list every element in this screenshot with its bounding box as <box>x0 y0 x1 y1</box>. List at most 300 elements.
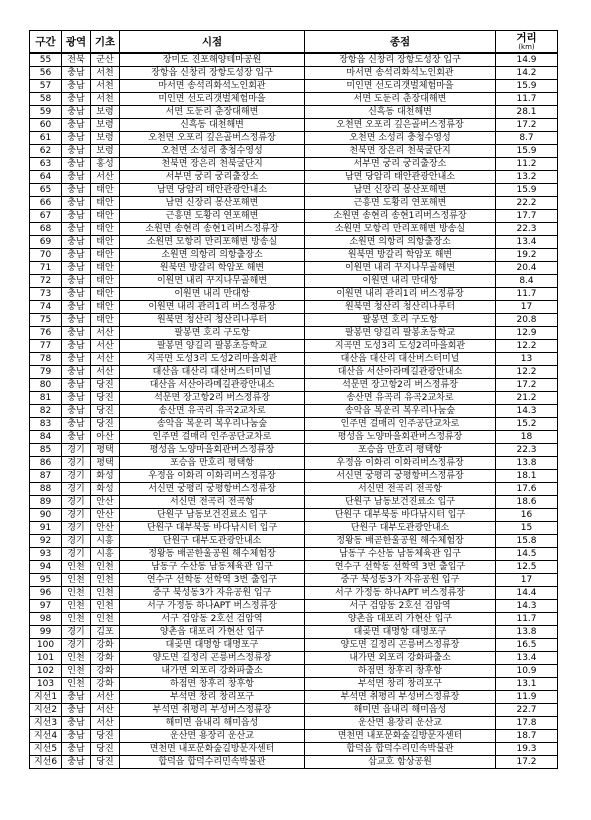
cell-gugan: 79 <box>30 366 62 379</box>
cell-gugan: 84 <box>30 431 62 444</box>
cell-geori: 13 <box>496 353 558 366</box>
cell-gugan: 96 <box>30 587 62 600</box>
cell-geori: 21.2 <box>496 392 558 405</box>
cell-jongjeom: 단원구 대부북동 바다낚시터 입구 <box>305 509 496 522</box>
cell-jongjeom: 부석면 취평리 부성버스정류장 <box>305 691 496 704</box>
header-gugan: 구간 <box>30 31 62 54</box>
cell-sijeom: 원북면 방갈리 학암포 해변 <box>120 262 305 275</box>
cell-gugan: 67 <box>30 210 62 223</box>
cell-gicho: 보령 <box>91 119 120 132</box>
cell-jongjeom: 송산면 유곡리 유곡2교차로 <box>305 392 496 405</box>
cell-gugan: 68 <box>30 223 62 236</box>
table-row <box>30 119 558 132</box>
cell-gicho: 화성 <box>91 483 120 496</box>
cell-sijeom: 부석면 취평리 부성버스정류장 <box>120 704 305 717</box>
cell-gicho: 보령 <box>91 106 120 119</box>
cell-jongjeom: 정왕동 배곧한울공원 해수체험장 <box>305 535 496 548</box>
cell-sijeom: 지곡면 도성3리 도성2리마을회관 <box>120 353 305 366</box>
cell-gugan: 73 <box>30 288 62 301</box>
cell-gicho: 안산 <box>91 522 120 535</box>
cell-geori: 14.2 <box>496 67 558 80</box>
cell-gugan: 87 <box>30 470 62 483</box>
cell-sijeom: 중구 북성동3가 자유공원 입구 <box>120 587 305 600</box>
cell-gicho: 시흥 <box>91 548 120 561</box>
cell-jongjeom: 소원면 모항리 만리포해변 방송실 <box>305 223 496 236</box>
cell-gicho: 홍성 <box>91 158 120 171</box>
table-row <box>30 509 558 522</box>
cell-geori: 15.8 <box>496 535 558 548</box>
cell-gwangyeok: 인천 <box>62 574 91 587</box>
cell-geori: 18.1 <box>496 470 558 483</box>
cell-gicho: 태안 <box>91 314 120 327</box>
cell-jongjeom: 이원면 내리 관리1리 버스정류장 <box>305 288 496 301</box>
cell-sijeom: 남동구 수산동 남동체육관 입구 <box>120 561 305 574</box>
cell-sijeom: 장항읍 신창리 장항도성장 입구 <box>120 67 305 80</box>
cell-gwangyeok: 충남 <box>62 730 91 743</box>
cell-gugan: 지선5 <box>30 743 62 756</box>
cell-gwangyeok: 인천 <box>62 613 91 626</box>
cell-gwangyeok: 전북 <box>62 53 91 67</box>
cell-geori: 19.3 <box>496 743 558 756</box>
header-geori <box>496 31 558 54</box>
cell-sijeom: 서부면 궁리 궁리출장소 <box>120 171 305 184</box>
cell-sijeom: 소원면 송현리 송현1리버스정류장 <box>120 223 305 236</box>
table-row <box>30 210 558 223</box>
table-row <box>30 600 558 613</box>
cell-jongjeom: 원북면 방갈리 학암포 해변 <box>305 249 496 262</box>
cell-gugan: 94 <box>30 561 62 574</box>
cell-geori: 20.4 <box>496 262 558 275</box>
cell-jongjeom: 삽교호 함상공원 <box>305 756 496 769</box>
table-row <box>30 652 558 665</box>
cell-gugan: 지선4 <box>30 730 62 743</box>
table-row <box>30 639 558 652</box>
cell-gicho: 김포 <box>91 626 120 639</box>
cell-sijeom: 소원면 모항리 만리포해변 방송실 <box>120 236 305 249</box>
table-row <box>30 197 558 210</box>
cell-jongjeom: 단원구 남동보건진료소 입구 <box>305 496 496 509</box>
table-row <box>30 587 558 600</box>
cell-geori: 13.4 <box>496 236 558 249</box>
cell-gicho: 안산 <box>91 509 120 522</box>
cell-sijeom: 인주면 걸매리 인주공단교차로 <box>120 431 305 444</box>
cell-geori: 22.3 <box>496 223 558 236</box>
cell-gwangyeok: 경기 <box>62 457 91 470</box>
cell-geori: 8.4 <box>496 275 558 288</box>
table-row <box>30 353 558 366</box>
cell-gicho: 인천 <box>91 574 120 587</box>
cell-gwangyeok: 충남 <box>62 262 91 275</box>
cell-gwangyeok: 충남 <box>62 704 91 717</box>
cell-gwangyeok: 경기 <box>62 548 91 561</box>
table-row <box>30 327 558 340</box>
cell-geori: 12.9 <box>496 327 558 340</box>
cell-gwangyeok: 인천 <box>62 561 91 574</box>
cell-geori: 18 <box>496 431 558 444</box>
cell-gugan: 58 <box>30 93 62 106</box>
table-row <box>30 522 558 535</box>
table-row <box>30 730 558 743</box>
cell-sijeom: 장미도 진포해양테마공원 <box>120 53 305 67</box>
table-row <box>30 496 558 509</box>
cell-gicho: 인천 <box>91 561 120 574</box>
cell-gicho: 태안 <box>91 301 120 314</box>
cell-gicho: 태안 <box>91 288 120 301</box>
cell-gugan: 81 <box>30 392 62 405</box>
cell-sijeom: 운산면 용장리 운산교 <box>120 730 305 743</box>
cell-gicho: 당진 <box>91 756 120 769</box>
cell-gwangyeok: 경기 <box>62 496 91 509</box>
table-row <box>30 171 558 184</box>
cell-gwangyeok: 충남 <box>62 431 91 444</box>
cell-sijeom: 근흥면 도황리 연포해변 <box>120 210 305 223</box>
table-row <box>30 678 558 691</box>
cell-sijeom: 송악읍 복운리 복우리나눔숲 <box>120 418 305 431</box>
cell-gwangyeok: 충남 <box>62 301 91 314</box>
cell-jongjeom: 서구 가정동 하나APT 버스정류장 <box>305 587 496 600</box>
cell-gwangyeok: 경기 <box>62 639 91 652</box>
cell-jongjeom: 남면 신장리 몽산포해변 <box>305 184 496 197</box>
cell-sijeom: 면천면 내포문화숲길방문자센터 <box>120 743 305 756</box>
cell-gwangyeok: 충남 <box>62 314 91 327</box>
cell-gugan: 99 <box>30 626 62 639</box>
cell-gugan: 71 <box>30 262 62 275</box>
cell-gwangyeok: 경기 <box>62 509 91 522</box>
table-row <box>30 392 558 405</box>
cell-sijeom: 서구 검암동 2호선 검암역 <box>120 613 305 626</box>
cell-gugan: 97 <box>30 600 62 613</box>
header-geori-unit: (km) <box>518 42 535 51</box>
cell-jongjeom: 소원면 의항리 의항출장소 <box>305 236 496 249</box>
cell-gugan: 77 <box>30 340 62 353</box>
cell-geori: 12.2 <box>496 366 558 379</box>
table-row <box>30 132 558 145</box>
cell-sijeom: 천북면 장은리 천북굴단지 <box>120 158 305 171</box>
cell-gicho: 태안 <box>91 249 120 262</box>
cell-sijeom: 단원구 대부북동 바다낚시터 입구 <box>120 522 305 535</box>
cell-jongjeom: 평성읍 노양마을회관버스정류장 <box>305 431 496 444</box>
cell-geori: 13.8 <box>496 626 558 639</box>
table-row <box>30 457 558 470</box>
cell-sijeom: 양촌읍 대포리 가현산 입구 <box>120 626 305 639</box>
cell-jongjeom: 팔봉면 호리 구도항 <box>305 314 496 327</box>
cell-gicho: 화성 <box>91 470 120 483</box>
table-body <box>30 53 558 769</box>
cell-sijeom: 서신면 궁평리 궁평항버스정류장 <box>120 483 305 496</box>
cell-gugan: 65 <box>30 184 62 197</box>
cell-gwangyeok: 충남 <box>62 275 91 288</box>
cell-jongjeom: 오천면 오포리 깊은골버스정류장 <box>305 119 496 132</box>
cell-gwangyeok: 충남 <box>62 379 91 392</box>
header-geori-label: 거리 <box>516 31 537 44</box>
cell-gugan: 74 <box>30 301 62 314</box>
cell-gugan: 95 <box>30 574 62 587</box>
cell-jongjeom: 중구 북성동3가 자유공원 입구 <box>305 574 496 587</box>
cell-gugan: 60 <box>30 119 62 132</box>
cell-gicho: 당진 <box>91 418 120 431</box>
cell-geori: 15.2 <box>496 418 558 431</box>
cell-gicho: 보령 <box>91 145 120 158</box>
route-table <box>29 30 558 769</box>
cell-gicho: 강화 <box>91 665 120 678</box>
cell-gicho: 강화 <box>91 678 120 691</box>
table-row <box>30 691 558 704</box>
cell-geori: 13.2 <box>496 171 558 184</box>
cell-sijeom: 팔봉면 양길리 팔봉초등학교 <box>120 340 305 353</box>
cell-sijeom: 이원면 내리 만대항 <box>120 288 305 301</box>
cell-gicho: 군산 <box>91 53 120 67</box>
cell-jongjeom: 오천면 소성리 충청수영성 <box>305 132 496 145</box>
cell-gwangyeok: 충남 <box>62 418 91 431</box>
cell-sijeom: 연수구 선학동 선학역 3번 출입구 <box>120 574 305 587</box>
table-row <box>30 704 558 717</box>
cell-gwangyeok: 충남 <box>62 353 91 366</box>
cell-gugan: 지선3 <box>30 717 62 730</box>
cell-geori: 10.9 <box>496 665 558 678</box>
cell-geori: 17 <box>496 301 558 314</box>
header-gwangyeok: 광역 <box>62 31 91 54</box>
cell-geori: 14.3 <box>496 600 558 613</box>
cell-jongjeom: 원북면 청산리 청산리나루터 <box>305 301 496 314</box>
cell-gwangyeok: 경기 <box>62 626 91 639</box>
cell-gicho: 당진 <box>91 392 120 405</box>
cell-gugan: 지선6 <box>30 756 62 769</box>
cell-gwangyeok: 충남 <box>62 366 91 379</box>
cell-gicho: 강화 <box>91 652 120 665</box>
cell-gicho: 서산 <box>91 340 120 353</box>
cell-gwangyeok: 충남 <box>62 184 91 197</box>
cell-gugan: 75 <box>30 314 62 327</box>
cell-gwangyeok: 충남 <box>62 145 91 158</box>
cell-jongjeom: 송악읍 복운리 복우리나눔숲 <box>305 405 496 418</box>
cell-gugan: 80 <box>30 379 62 392</box>
cell-gugan: 56 <box>30 67 62 80</box>
cell-geori: 11.7 <box>496 288 558 301</box>
cell-gugan: 82 <box>30 405 62 418</box>
cell-gwangyeok: 충남 <box>62 717 91 730</box>
cell-sijeom: 미인면 선도리갯벌체험마을 <box>120 93 305 106</box>
cell-sijeom: 하점면 창후리 창후항 <box>120 678 305 691</box>
cell-jongjeom: 하점면 창후리 창후항 <box>305 665 496 678</box>
cell-jongjeom: 내가면 외포리 강화파출소 <box>305 652 496 665</box>
cell-sijeom: 남면 당암리 태안관광안내소 <box>120 184 305 197</box>
cell-jongjeom: 지곡면 도성3리 도성2리마을회관 <box>305 340 496 353</box>
cell-gicho: 당진 <box>91 379 120 392</box>
cell-gwangyeok: 충남 <box>62 249 91 262</box>
table-row <box>30 145 558 158</box>
cell-gugan: 지선1 <box>30 691 62 704</box>
table-row <box>30 340 558 353</box>
cell-gugan: 78 <box>30 353 62 366</box>
cell-geori: 17.7 <box>496 210 558 223</box>
cell-jongjeom: 해미면 읍내리 해미읍성 <box>305 704 496 717</box>
cell-gugan: 66 <box>30 197 62 210</box>
cell-geori: 11.2 <box>496 158 558 171</box>
table-row <box>30 613 558 626</box>
cell-gugan: 100 <box>30 639 62 652</box>
cell-sijeom: 신흑동 대천해변 <box>120 119 305 132</box>
cell-gicho: 태안 <box>91 236 120 249</box>
table-row <box>30 665 558 678</box>
cell-sijeom: 부석면 창리 창리포구 <box>120 691 305 704</box>
cell-sijeom: 오천면 소성리 충청수영성 <box>120 145 305 158</box>
table-row <box>30 184 558 197</box>
cell-gicho: 서산 <box>91 691 120 704</box>
cell-jongjeom: 이원면 내리 꾸지나무골해변 <box>305 262 496 275</box>
table-row <box>30 223 558 236</box>
cell-gugan: 89 <box>30 496 62 509</box>
cell-gicho: 서산 <box>91 717 120 730</box>
cell-sijeom: 원북면 청산리 청산리나루터 <box>120 314 305 327</box>
cell-sijeom: 양도면 길정리 곤릉버스정류장 <box>120 652 305 665</box>
cell-jongjeom: 석문면 장고항2리 버스정류장 <box>305 379 496 392</box>
cell-gicho: 서산 <box>91 366 120 379</box>
cell-gugan: 83 <box>30 418 62 431</box>
cell-gwangyeok: 경기 <box>62 522 91 535</box>
table-row <box>30 80 558 93</box>
table-row <box>30 93 558 106</box>
cell-jongjeom: 천북면 장은리 천북굴단지 <box>305 145 496 158</box>
cell-gicho: 강화 <box>91 639 120 652</box>
cell-geori: 13.4 <box>496 652 558 665</box>
cell-sijeom: 단원구 대부도관광안내소 <box>120 535 305 548</box>
table-row <box>30 236 558 249</box>
cell-jongjeom: 포승읍 만호리 평택항 <box>305 444 496 457</box>
cell-jongjeom: 우정읍 이화리 이화리버스정류장 <box>305 457 496 470</box>
cell-gugan: 69 <box>30 236 62 249</box>
cell-gicho: 서천 <box>91 93 120 106</box>
cell-jongjeom: 대곶면 대명항 대명포구 <box>305 626 496 639</box>
cell-geori: 13.1 <box>496 678 558 691</box>
cell-gwangyeok: 충남 <box>62 756 91 769</box>
cell-gwangyeok: 인천 <box>62 678 91 691</box>
cell-gicho: 서산 <box>91 327 120 340</box>
table-row <box>30 756 558 769</box>
cell-gwangyeok: 충남 <box>62 210 91 223</box>
cell-gwangyeok: 인천 <box>62 587 91 600</box>
cell-gwangyeok: 충남 <box>62 392 91 405</box>
cell-sijeom: 이원면 내리 꾸지나무골해변 <box>120 275 305 288</box>
cell-gicho: 서산 <box>91 353 120 366</box>
cell-sijeom: 송산면 유곡리 유곡2교차로 <box>120 405 305 418</box>
cell-sijeom: 서신면 전곡리 전곡항 <box>120 496 305 509</box>
cell-sijeom: 이원면 내리 관리1리 버스정류장 <box>120 301 305 314</box>
cell-gicho: 태안 <box>91 197 120 210</box>
cell-jongjeom: 인주면 걸매리 인주공단교차로 <box>305 418 496 431</box>
cell-geori: 12.2 <box>496 340 558 353</box>
cell-gicho: 서천 <box>91 80 120 93</box>
cell-gicho: 아산 <box>91 431 120 444</box>
cell-sijeom: 소원면 의항리 의항출장소 <box>120 249 305 262</box>
cell-gicho: 인천 <box>91 587 120 600</box>
cell-gicho: 시흥 <box>91 535 120 548</box>
cell-gwangyeok: 충남 <box>62 171 91 184</box>
table-row <box>30 431 558 444</box>
cell-gugan: 98 <box>30 613 62 626</box>
cell-gwangyeok: 인천 <box>62 665 91 678</box>
cell-gicho: 당진 <box>91 743 120 756</box>
cell-jongjeom: 이원면 내리 만대항 <box>305 275 496 288</box>
cell-gwangyeok: 충남 <box>62 132 91 145</box>
cell-geori: 15.9 <box>496 184 558 197</box>
cell-gugan: 59 <box>30 106 62 119</box>
cell-gugan: 61 <box>30 132 62 145</box>
cell-gicho: 보령 <box>91 132 120 145</box>
cell-geori: 14.3 <box>496 405 558 418</box>
cell-geori: 17.2 <box>496 119 558 132</box>
cell-sijeom: 대산읍 서산아라메길관광안내소 <box>120 379 305 392</box>
cell-gwangyeok: 충남 <box>62 405 91 418</box>
cell-sijeom: 대산읍 대산리 대산버스터미널 <box>120 366 305 379</box>
cell-geori: 11.7 <box>496 93 558 106</box>
cell-gugan: 76 <box>30 327 62 340</box>
cell-gwangyeok: 경기 <box>62 444 91 457</box>
cell-gicho: 태안 <box>91 223 120 236</box>
table-row <box>30 288 558 301</box>
cell-sijeom: 정왕동 배곧한울공원 해수체험장 <box>120 548 305 561</box>
cell-jongjeom: 서신면 궁평리 궁평항버스정류장 <box>305 470 496 483</box>
cell-gicho: 평택 <box>91 457 120 470</box>
cell-jongjeom: 팔봉면 양길리 팔봉초등학교 <box>305 327 496 340</box>
cell-gugan: 62 <box>30 145 62 158</box>
cell-jongjeom: 합덕읍 합덕수리민속박물관 <box>305 743 496 756</box>
cell-gugan: 85 <box>30 444 62 457</box>
cell-geori: 16.5 <box>496 639 558 652</box>
cell-geori: 17.8 <box>496 717 558 730</box>
cell-sijeom: 남면 신장리 몽산포해변 <box>120 197 305 210</box>
cell-gwangyeok: 충남 <box>62 327 91 340</box>
cell-jongjeom: 미인면 선도리갯벌체험마을 <box>305 80 496 93</box>
table-row <box>30 626 558 639</box>
cell-gwangyeok: 충남 <box>62 743 91 756</box>
cell-gwangyeok: 충남 <box>62 158 91 171</box>
header-sijeom: 시점 <box>120 31 305 54</box>
cell-jongjeom: 양촌읍 대포리 가현산 입구 <box>305 613 496 626</box>
cell-gugan: 101 <box>30 652 62 665</box>
cell-geori: 14.5 <box>496 548 558 561</box>
cell-jongjeom: 장항읍 신창리 장항도성장 입구 <box>305 53 496 67</box>
header-jongjeom: 종점 <box>305 31 496 54</box>
cell-sijeom: 내가면 외포리 강화파출소 <box>120 665 305 678</box>
cell-jongjeom: 연수구 선학동 선학역 3번 출입구 <box>305 561 496 574</box>
cell-sijeom: 마서면 송석리화석노인회관 <box>120 80 305 93</box>
cell-gwangyeok: 충남 <box>62 236 91 249</box>
cell-jongjeom: 서부면 궁리 궁리출장소 <box>305 158 496 171</box>
cell-geori: 22.2 <box>496 197 558 210</box>
cell-jongjeom: 부석면 창리 창리포구 <box>305 678 496 691</box>
table-row <box>30 574 558 587</box>
cell-gwangyeok: 경기 <box>62 470 91 483</box>
cell-gugan: 91 <box>30 522 62 535</box>
table-row <box>30 444 558 457</box>
cell-jongjeom: 서구 검암동 2호선 검암역 <box>305 600 496 613</box>
cell-sijeom: 합덕읍 합덕수리민속박물관 <box>120 756 305 769</box>
cell-gwangyeok: 충남 <box>62 80 91 93</box>
cell-sijeom: 석문면 장고항2리 버스정류장 <box>120 392 305 405</box>
table-row <box>30 535 558 548</box>
cell-gugan: 63 <box>30 158 62 171</box>
cell-gwangyeok: 충남 <box>62 197 91 210</box>
cell-gugan: 지선2 <box>30 704 62 717</box>
cell-geori: 22.7 <box>496 704 558 717</box>
cell-gugan: 72 <box>30 275 62 288</box>
cell-geori: 28.1 <box>496 106 558 119</box>
cell-sijeom: 팔봉면 호리 구도항 <box>120 327 305 340</box>
table-row <box>30 314 558 327</box>
table-row <box>30 743 558 756</box>
cell-jongjeom: 서신면 전곡리 전곡항 <box>305 483 496 496</box>
table-row <box>30 548 558 561</box>
